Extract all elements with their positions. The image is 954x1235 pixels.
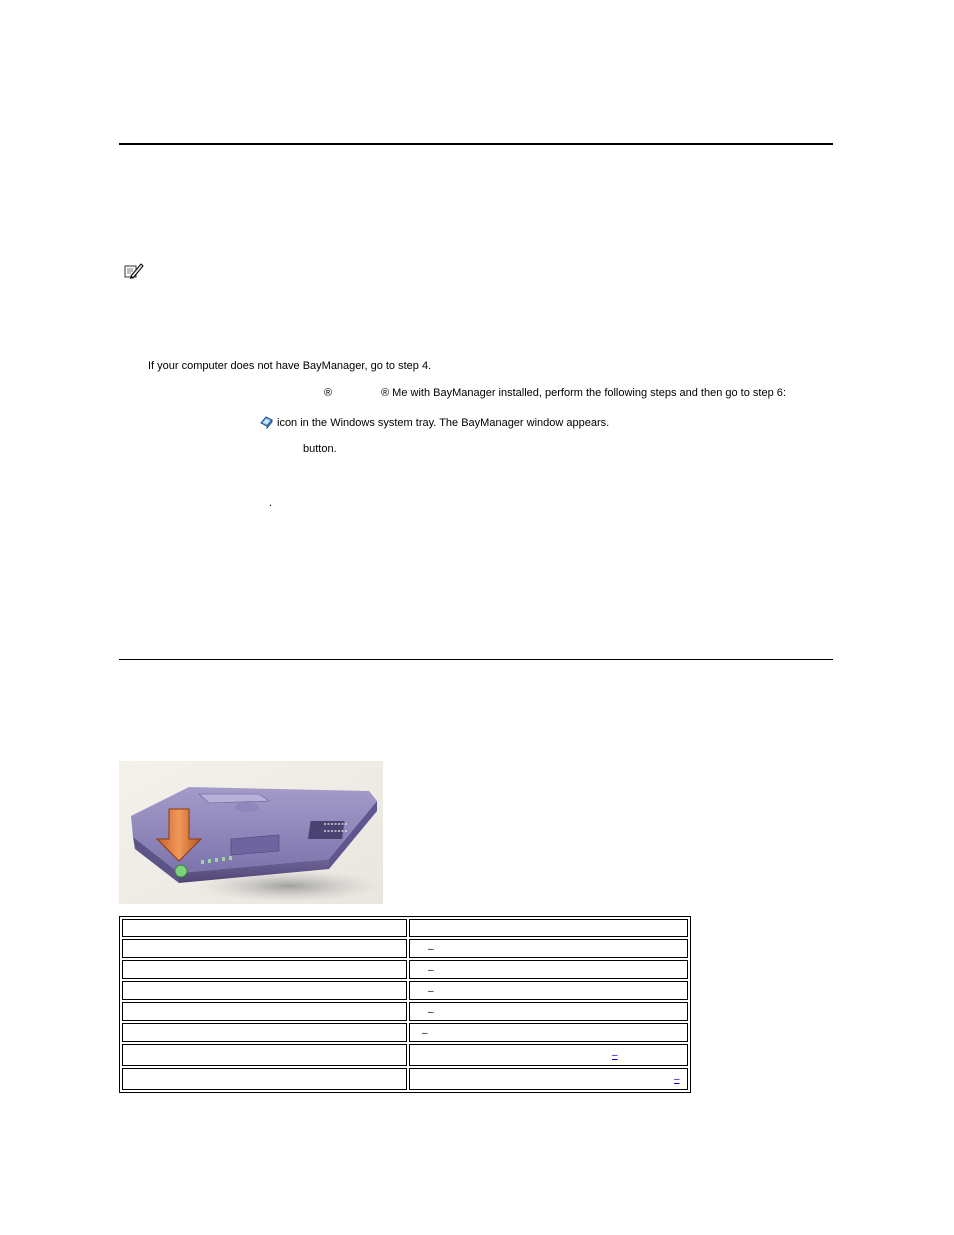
table-cell-status bbox=[409, 1023, 688, 1042]
table-cell-status bbox=[409, 981, 688, 1000]
table-cell-condition bbox=[122, 1068, 407, 1090]
step-no-baymanager: If your computer does not have BayManager, go to step 4. bbox=[148, 360, 432, 372]
step-link-1-period: . bbox=[269, 497, 273, 509]
table-row bbox=[122, 960, 688, 979]
table-cell-status bbox=[409, 939, 688, 958]
registered-mark: ® bbox=[324, 387, 333, 399]
table-cell-condition bbox=[122, 1002, 407, 1021]
table-cell-status bbox=[409, 1068, 688, 1090]
table-row bbox=[122, 981, 688, 1000]
step-link-1[interactable] bbox=[199, 497, 269, 509]
table-cell-condition bbox=[122, 1044, 407, 1066]
section-divider-top bbox=[119, 143, 833, 145]
table-cell-condition bbox=[122, 1023, 407, 1042]
table-row bbox=[122, 1068, 688, 1090]
table-cell-status bbox=[409, 1002, 688, 1021]
step-link-3[interactable] bbox=[148, 551, 244, 563]
table-cell-status bbox=[409, 960, 688, 979]
table-cell-status bbox=[409, 919, 688, 937]
table-cell-condition bbox=[122, 960, 407, 979]
table-header-row bbox=[122, 919, 688, 937]
table-cell-dash: – bbox=[422, 1027, 428, 1039]
table-cell-link[interactable]: – bbox=[612, 1050, 618, 1061]
table-cell-link[interactable]: – bbox=[674, 1074, 680, 1085]
step-button-text: button. bbox=[303, 443, 337, 455]
table-cell-dash: – bbox=[428, 943, 434, 955]
table-cell-dash: – bbox=[428, 1006, 434, 1018]
table-cell-condition bbox=[122, 939, 407, 958]
table-cell-condition bbox=[122, 981, 407, 1000]
step-windows-me: ® Me with BayManager installed, perform the following steps and then go to step 6: bbox=[381, 387, 786, 399]
step-link-2[interactable] bbox=[199, 524, 277, 536]
table-row bbox=[122, 1044, 688, 1066]
note-pencil-icon bbox=[122, 262, 144, 280]
table-row bbox=[122, 1002, 688, 1021]
step-tray-icon-text: icon in the Windows system tray. The BayManager window appears. bbox=[277, 417, 610, 429]
table-row bbox=[122, 1023, 688, 1042]
table-cell-dash: – bbox=[428, 964, 434, 976]
battery-status-table bbox=[119, 916, 691, 1093]
top-link[interactable] bbox=[227, 112, 389, 124]
section-divider-bottom bbox=[119, 659, 833, 660]
table-cell-dash: – bbox=[428, 985, 434, 997]
table-cell-condition bbox=[122, 919, 407, 937]
baymanager-tray-icon bbox=[259, 414, 274, 429]
table-row bbox=[122, 939, 688, 958]
battery-illustration bbox=[119, 761, 383, 904]
table-cell-status bbox=[409, 1044, 688, 1066]
